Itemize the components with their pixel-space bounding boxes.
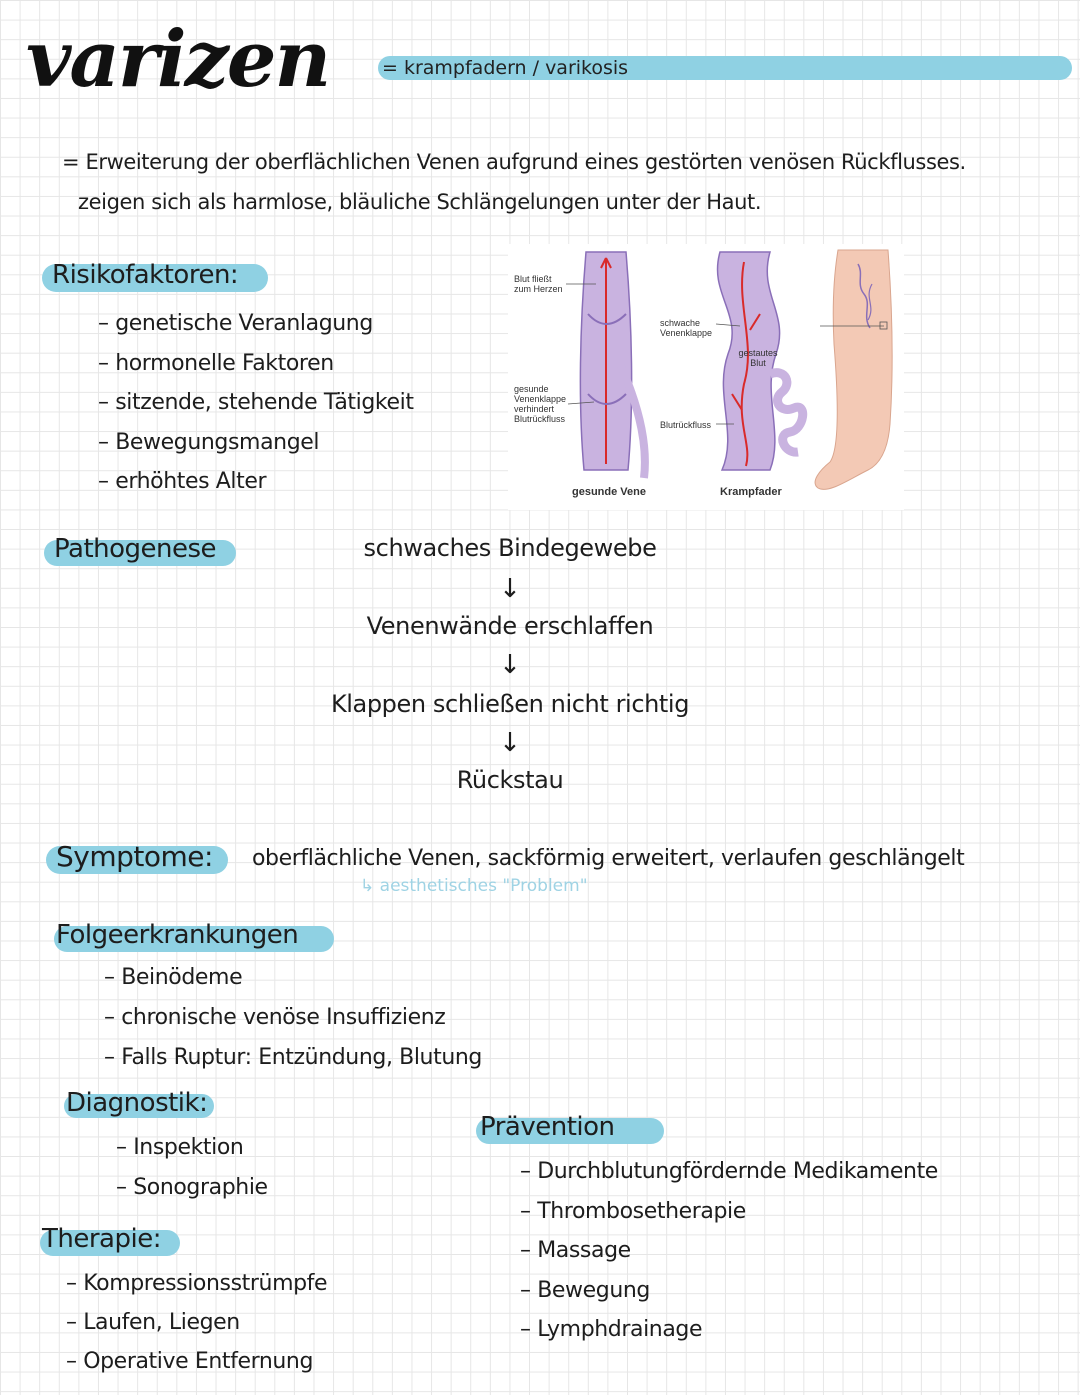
risk-list [98, 304, 414, 502]
down-arrow-icon: ↓ [499, 574, 521, 604]
diagram-label-pooled: gestautes Blut [738, 348, 778, 368]
complications-list [104, 958, 482, 1078]
risk-heading: Risikofaktoren: [52, 260, 239, 290]
definition-line-2: zeigen sich als harmlose, bläuliche Schlängelungen unter der Haut. [78, 190, 762, 214]
prevention-heading: Prävention [480, 1112, 615, 1142]
page-title: varizen [26, 14, 330, 105]
diagnostics-list [116, 1128, 268, 1208]
diagram-label-healthy-valve: gesunde Venenklappe verhindert Blutrückfluss [514, 384, 567, 424]
definition-line-1: = Erweiterung der oberflächlichen Venen aufgrund eines gestörten venösen Rückflusses. [62, 150, 966, 174]
diagram-label-flow: Blut fließt zum Herzen [514, 274, 563, 294]
list-item: – Thrombosetherapie [520, 1192, 938, 1232]
pathogenesis-step-2: Venenwände erschlaffen [366, 612, 654, 640]
complications-heading: Folgeerkrankungen [56, 920, 299, 950]
list-item: – Beinödeme [104, 958, 482, 998]
list-item: – Operative Entfernung [66, 1342, 327, 1381]
pathogenesis-heading: Pathogenese [54, 534, 217, 564]
vein-diagram [508, 244, 904, 510]
list-item: – sitzende, stehende Tätigkeit [98, 383, 414, 423]
list-item: – Bewegung [520, 1271, 938, 1311]
page-subtitle: = krampfadern / varikosis [382, 57, 629, 79]
list-item: – Sonographie [116, 1168, 268, 1208]
list-item: – chronische venöse Insuffizienz [104, 998, 482, 1038]
diagram-label-weak-valve: schwache Venenklappe [660, 318, 713, 338]
prevention-list [520, 1152, 938, 1350]
diagram-caption-varicose: Krampfader [720, 486, 782, 498]
therapy-list [66, 1264, 327, 1381]
list-item: – Kompressionsstrümpfe [66, 1264, 327, 1303]
therapy-heading: Therapie: [42, 1224, 161, 1254]
diagnostics-heading: Diagnostik: [66, 1088, 208, 1118]
pathogenesis-step-1: schwaches Bindegewebe [363, 534, 657, 562]
list-item: – genetische Veranlagung [98, 304, 414, 344]
list-item: – Inspektion [116, 1128, 268, 1168]
pathogenesis-step-3: Klappen schließen nicht richtig [330, 690, 690, 718]
list-item: – Laufen, Liegen [66, 1303, 327, 1342]
list-item: – hormonelle Faktoren [98, 344, 414, 384]
diagram-label-backflow: Blutrückfluss [660, 420, 712, 430]
down-arrow-icon: ↓ [499, 728, 521, 758]
list-item: – Falls Ruptur: Entzündung, Blutung [104, 1038, 482, 1078]
symptoms-text: oberflächliche Venen, sackförmig erweitert, verlaufen geschlängelt [252, 846, 965, 871]
list-item: – erhöhtes Alter [98, 462, 414, 502]
symptoms-note: ↳ aesthetisches "Problem" [360, 876, 588, 896]
list-item: – Bewegungsmangel [98, 423, 414, 463]
diagram-caption-healthy: gesunde Vene [572, 486, 646, 498]
list-item: – Lymphdrainage [520, 1310, 938, 1350]
list-item: – Massage [520, 1231, 938, 1271]
symptoms-heading: Symptome: [56, 840, 213, 873]
down-arrow-icon: ↓ [499, 650, 521, 680]
list-item: – Durchblutungfördernde Medikamente [520, 1152, 938, 1192]
pathogenesis-step-4: Rückstau [456, 766, 564, 794]
